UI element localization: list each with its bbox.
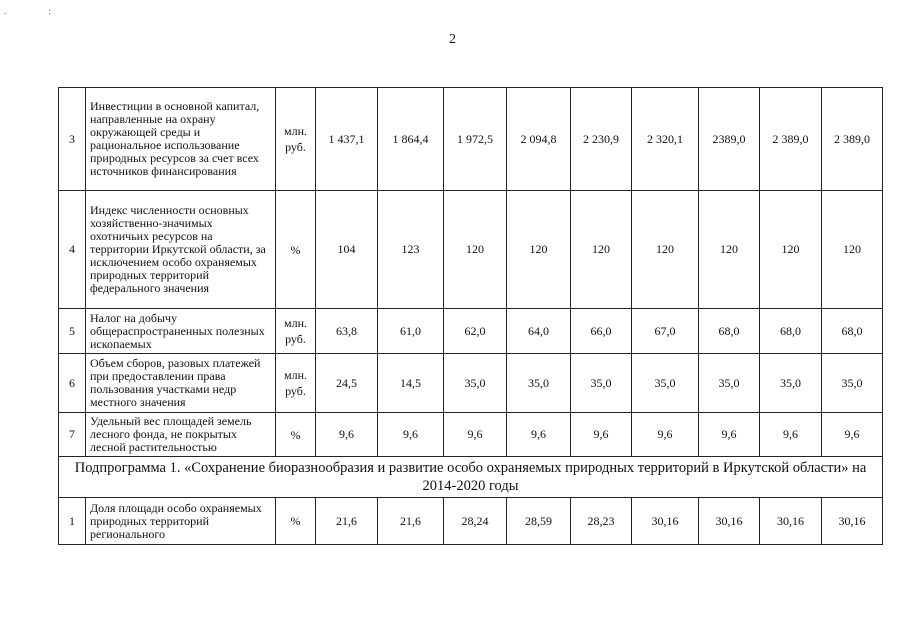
value-cell: 9,6 xyxy=(316,413,378,457)
value-cell: 30,16 xyxy=(699,498,760,545)
table-row xyxy=(59,309,883,354)
value-cell: 30,16 xyxy=(822,498,883,545)
value-cell: 120 xyxy=(699,191,760,309)
value-cell: 21,6 xyxy=(378,498,444,545)
value-cell: 68,0 xyxy=(822,309,883,354)
indicator-name: Индекс численности основных хозяйственно-значимых охотничьих ресурсов на территории Иркутской области, за исключением особо охраняемых природных территорий федерального значения xyxy=(86,191,276,309)
value-cell: 1 864,4 xyxy=(378,88,444,191)
value-cell: 28,24 xyxy=(444,498,507,545)
unit-cell: млн. руб. xyxy=(276,309,316,354)
unit-cell: % xyxy=(276,191,316,309)
subprogram-row xyxy=(59,457,883,498)
value-cell: 24,5 xyxy=(316,354,378,413)
subprogram-title: Подпрограмма 1. «Сохранение биоразнообразия и развитие особо охраняемых природных территорий в Иркутской области» на 2014-2020 годы xyxy=(59,457,883,498)
value-cell: 120 xyxy=(507,191,571,309)
table-row xyxy=(59,498,883,545)
value-cell: 9,6 xyxy=(444,413,507,457)
value-cell: 9,6 xyxy=(378,413,444,457)
page-number: 2 xyxy=(449,32,456,47)
value-cell: 61,0 xyxy=(378,309,444,354)
value-cell: 2 320,1 xyxy=(632,88,699,191)
value-cell: 1 972,5 xyxy=(444,88,507,191)
table-row xyxy=(59,413,883,457)
unit-cell: % xyxy=(276,498,316,545)
value-cell: 1 437,1 xyxy=(316,88,378,191)
value-cell: 62,0 xyxy=(444,309,507,354)
indicator-name: Налог на добычу общераспространенных полезных ископаемых xyxy=(86,309,276,354)
value-cell: 30,16 xyxy=(760,498,822,545)
value-cell: 2 389,0 xyxy=(760,88,822,191)
value-cell: 35,0 xyxy=(444,354,507,413)
value-cell: 63,8 xyxy=(316,309,378,354)
row-number: 6 xyxy=(59,354,86,413)
value-cell: 35,0 xyxy=(632,354,699,413)
value-cell: 2 094,8 xyxy=(507,88,571,191)
unit-cell: млн. руб. xyxy=(276,354,316,413)
value-cell: 120 xyxy=(444,191,507,309)
value-cell: 30,16 xyxy=(632,498,699,545)
value-cell: 2 230,9 xyxy=(571,88,632,191)
value-cell: 35,0 xyxy=(699,354,760,413)
value-cell: 9,6 xyxy=(760,413,822,457)
indicator-name: Удельный вес площадей земель лесного фонда, не покрытых лесной растительностью xyxy=(86,413,276,457)
value-cell: 67,0 xyxy=(632,309,699,354)
value-cell: 14,5 xyxy=(378,354,444,413)
value-cell: 21,6 xyxy=(316,498,378,545)
value-cell: 66,0 xyxy=(571,309,632,354)
value-cell: 68,0 xyxy=(699,309,760,354)
table-row xyxy=(59,354,883,413)
value-cell: 35,0 xyxy=(507,354,571,413)
table-row xyxy=(59,88,883,191)
value-cell: 68,0 xyxy=(760,309,822,354)
row-number: 1 xyxy=(59,498,86,545)
value-cell: 120 xyxy=(632,191,699,309)
indicator-name: Инвестиции в основной капитал, направленные на охрану окружающей среды и рациональное использование природных ресурсов за счет всех источников финансирования xyxy=(86,88,276,191)
table-body xyxy=(59,88,883,545)
unit-cell: млн. руб. xyxy=(276,88,316,191)
indicator-name: Объем сборов, разовых платежей при предоставлении права пользования участками недр местного значения xyxy=(86,354,276,413)
value-cell: 9,6 xyxy=(699,413,760,457)
scan-marks: . : xyxy=(4,6,72,16)
value-cell: 120 xyxy=(822,191,883,309)
row-number: 3 xyxy=(59,88,86,191)
value-cell: 28,59 xyxy=(507,498,571,545)
value-cell: 9,6 xyxy=(632,413,699,457)
value-cell: 35,0 xyxy=(760,354,822,413)
value-cell: 104 xyxy=(316,191,378,309)
unit-cell: % xyxy=(276,413,316,457)
value-cell: 35,0 xyxy=(822,354,883,413)
value-cell: 64,0 xyxy=(507,309,571,354)
row-number: 7 xyxy=(59,413,86,457)
table-row xyxy=(59,191,883,309)
value-cell: 28,23 xyxy=(571,498,632,545)
value-cell: 9,6 xyxy=(507,413,571,457)
row-number: 4 xyxy=(59,191,86,309)
value-cell: 120 xyxy=(760,191,822,309)
indicator-name: Доля площади особо охраняемых природных территорий регионального xyxy=(86,498,276,545)
value-cell: 9,6 xyxy=(822,413,883,457)
value-cell: 2 389,0 xyxy=(822,88,883,191)
row-number: 5 xyxy=(59,309,86,354)
value-cell: 120 xyxy=(571,191,632,309)
value-cell: 35,0 xyxy=(571,354,632,413)
value-cell: 123 xyxy=(378,191,444,309)
value-cell: 9,6 xyxy=(571,413,632,457)
value-cell: 2389,0 xyxy=(699,88,760,191)
indicators-table xyxy=(58,87,883,545)
